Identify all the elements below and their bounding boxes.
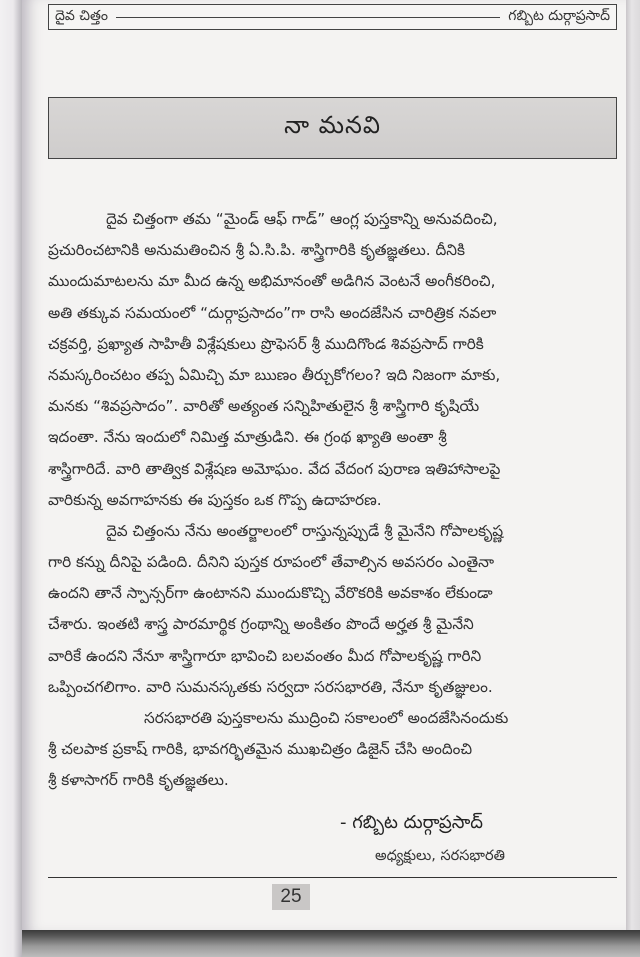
- chapter-title: నా మనవి: [284, 111, 381, 139]
- text-line: వారికున్న అవగాహనకు ఈ పుస్తకం ఒక గొప్ప ఉదాహరణ.: [48, 490, 382, 509]
- footer-rule: [48, 877, 617, 878]
- text-line: అతి తక్కువ సమయంలో “దుర్గాప్రసాదం”గా రాసి అందజేసిన చారిత్రిక నవలా: [48, 303, 497, 322]
- running-header: [48, 4, 617, 30]
- text-line: శ్రీ చలపాక ప్రకాష్ గారికి, భావగర్భితమైన ముఖచిత్రం డిజైన్ చేసి అందించి: [48, 740, 473, 759]
- text-line: దైవ చిత్తంను నేను అంతర్జాలంలో రాస్తున్నప్పుడే శ్రీ మైనేని గోపాలకృష్ణ: [106, 521, 504, 540]
- text-line: ఒప్పించగలిగాం. వారి సుమనస్కతకు సర్వదా సరసభారతి, నేనూ కృతజ్ఞులం.: [48, 677, 493, 696]
- text-line: వారికే ఉందని నేనూ శాస్త్రిగారూ భావించి బలవంతం మీద గోపాలకృష్ణ గారిని: [48, 646, 482, 665]
- text-line: శ్రీ కళాసాగర్ గారికి కృతజ్ఞతలు.: [48, 771, 229, 790]
- text-line: చేశారు. ఇంతటి శాస్త్ర పారమార్థిక గ్రంథాన్ని అంకితం పొందే అర్హత శ్రీ మైనేని: [48, 615, 474, 634]
- text-line: ఉందని తానే స్పాన్సర్‌గా ఉంటానని ముందుకొచ్చి వేరొకరికి అవకాశం లేకుండా: [48, 584, 493, 603]
- text-line: నమస్కరించటం తప్ప ఏమిచ్చి మా ఋణం తీర్చుకోగలం? ఇది నిజంగా మాకు,: [48, 365, 501, 384]
- text-line: ముందుమాటలను మా మీద ఉన్న అభిమానంతో అడిగిన వెంటనే అంగీకరించి,: [48, 272, 496, 291]
- previous-page-edge: [0, 0, 22, 957]
- book-bottom-edge: [22, 930, 640, 957]
- chapter-title-box: [48, 97, 617, 159]
- page-stack-right-edge: [626, 0, 640, 957]
- text-line: దైవ చిత్తంగా తమ “మైండ్ ఆఫ్ గాడ్” ఆంగ్ల పుస్తకాన్ని అనువదించి,: [106, 210, 498, 228]
- running-header-rule: [116, 17, 500, 18]
- text-line: ఇదంతా. నేను ఇందులో నిమిత్త మాత్రుడిని. ఈ గ్రంథ ఖ్యాతి అంతా శ్రీ: [48, 428, 447, 447]
- text-line: చక్రవర్తి, ప్రఖ్యాత సాహితీ విశ్లేషకులు ప్రొఫెసర్ శ్రీ ముదిగొండ శివప్రసాద్ గారికి: [48, 334, 484, 353]
- text-line: శాస్త్రిగారిదే. వారి తాత్విక విశ్లేషణ అమోఘం. వేద వేదంగ పురాణ ఇతిహాసాలపై: [48, 459, 501, 478]
- text-line: ప్రచురించటానికి అనుమతించిన శ్రీ ఏ.సి.పి. శాస్త్రిగారికి కృతజ్ఞతలు. దీనికి: [48, 241, 466, 260]
- signature-designation: అధ్యక్షులు, సరసభారతి: [375, 848, 505, 864]
- running-header-book-title: దైవ చిత్తం: [55, 7, 109, 24]
- text-line: గారి కన్ను దీనిపై పడింది. దీనిని పుస్తక రూపంలో తేవాల్సిన అవసరం ఎంతైనా: [48, 553, 495, 572]
- page-number: 25: [272, 884, 310, 910]
- text-line: సరసభారతి పుస్తకాలను ముద్రించి సకాలంలో అందజేసినందుకు: [144, 709, 509, 727]
- signature-name: - గబ్బిట దుర్గాప్రసాద్: [340, 812, 483, 833]
- running-header-author: గబ్బిట దుర్గాప్రసాద్: [508, 7, 610, 24]
- body-text: [48, 204, 617, 797]
- text-line: మనకు “శివప్రసాదం”. వారితో అత్యంత సన్నిహితులైన శ్రీ శాస్త్రిగారి కృషియే: [48, 397, 480, 416]
